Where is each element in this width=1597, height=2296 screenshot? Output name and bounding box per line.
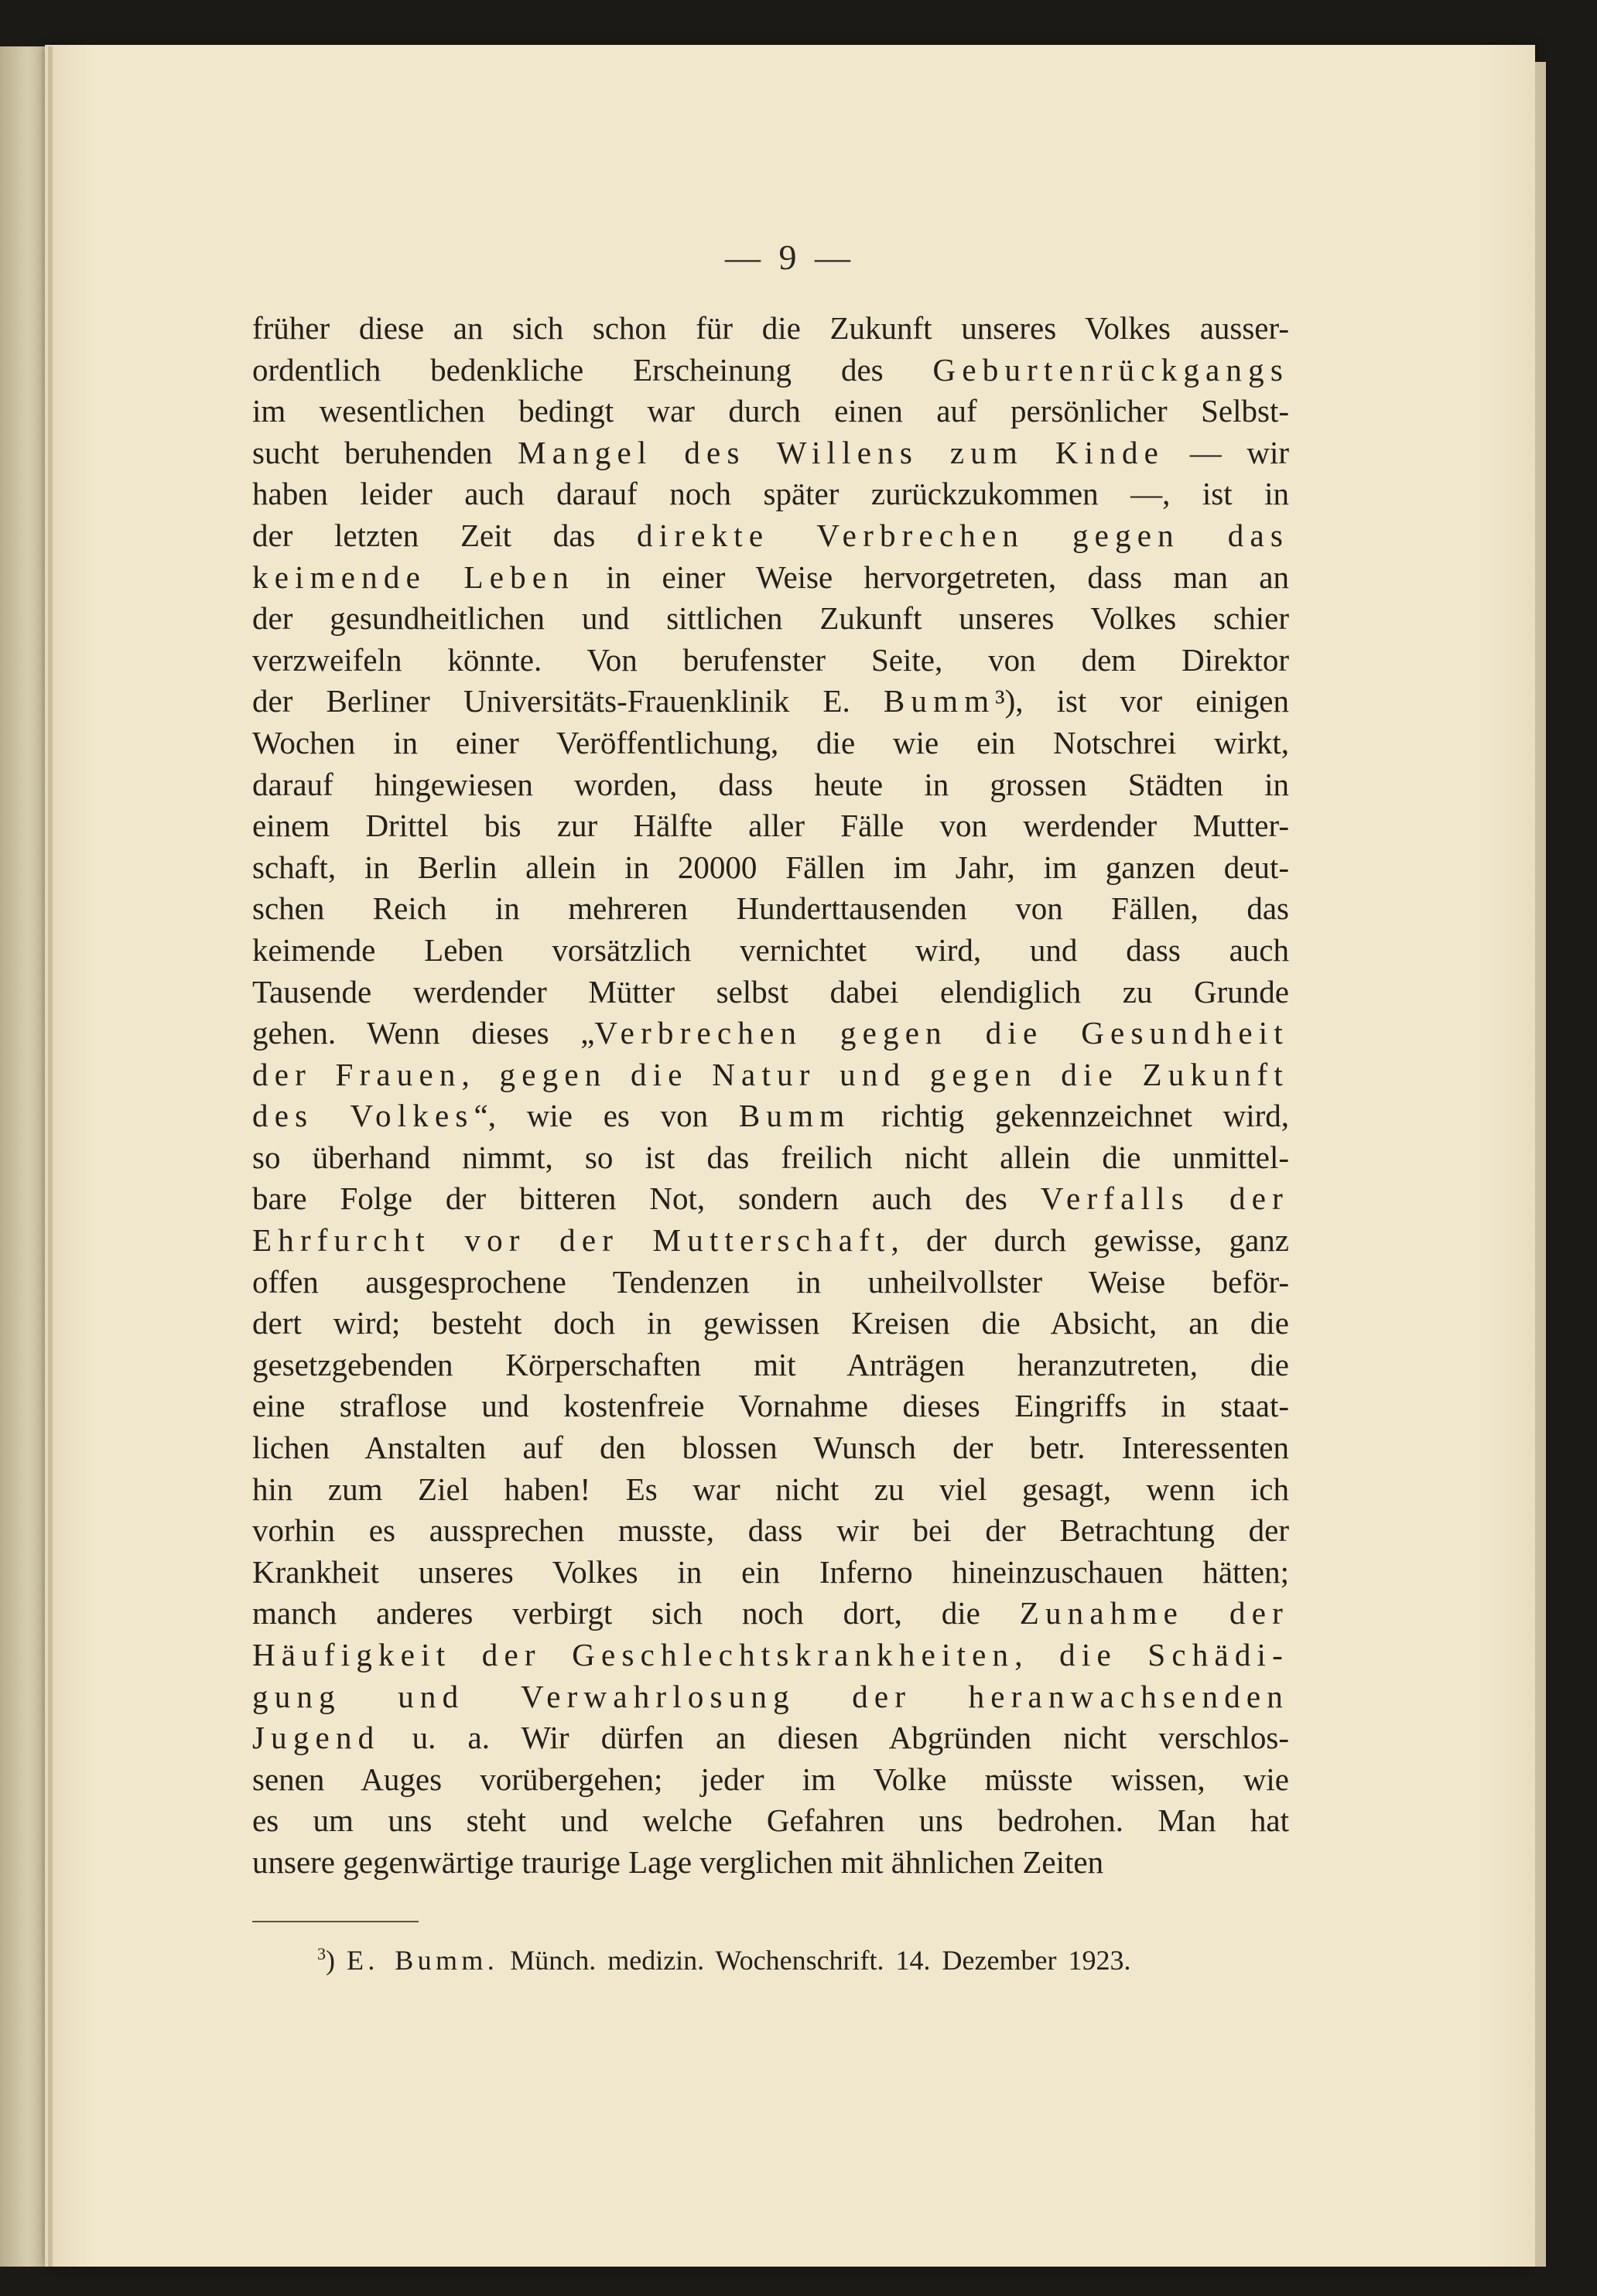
text-line [252,1635,1289,1676]
text-run: manch anderes verbirgt sich noch dort, die [252,1595,1020,1631]
spaced-emphasis: Zunahme der [1019,1595,1289,1631]
text-run: hin zum Ziel haben! Es war nicht zu viel gesagt, wenn ich [252,1471,1289,1507]
text-run: unsere gegenwärtige traurige Lage verglichen mit ähnlichen Zeiten [252,1843,1104,1880]
text-run: einem Drittel bis zur Hälfte aller Fälle von werdender Mutter- [252,808,1289,844]
text-run: keimende Leben vorsätzlich vernichtet wird, und dass auch [252,931,1289,968]
spaced-emphasis: Verbrechen gegen die Gesundheit [594,1015,1289,1051]
footnote-marker: 3 [317,1944,326,1963]
text-line [252,723,1289,764]
text-line [252,888,1289,930]
footnote-text: Münch. medizin. Wochenschrift. 14. Dezember 1923. [510,1945,1131,1976]
text-line [252,1054,1289,1096]
text-line [252,1759,1289,1801]
text-run: senen Auges vorübergehen; jeder im Volke müsste wissen, wie [252,1761,1289,1797]
text-run: ordentlich bedenkliche Erscheinung des [252,351,933,388]
page-edge-shadow [1535,62,1546,2267]
text-run: dert wird; besteht doch in gewissen Kreisen die Absicht, an die [252,1305,1289,1341]
text-run: bare Folge der bitteren Not, sondern auch des [252,1180,1041,1217]
text-line [252,1593,1289,1635]
text-run: ³), ist vor einigen [995,683,1289,719]
book-page [45,45,1535,2267]
footnote-rule [252,1921,419,1922]
text-run: eine straflose und kostenfreie Vornahme dieses Eingriffs in staat- [252,1388,1289,1424]
text-line [252,1427,1289,1469]
text-run: , der durch gewisse, ganz [891,1222,1289,1259]
text-line [252,805,1289,847]
text-line [252,930,1289,972]
text-line [252,473,1289,515]
spaced-emphasis: gung und Verwahrlosung der heranwachsenden [252,1678,1289,1714]
text-line [252,1137,1289,1179]
text-line [252,350,1289,391]
spaced-emphasis: Bumm [883,683,996,719]
text-run: lichen Anstalten auf den blossen Wunsch der betr. Interessenten [252,1430,1289,1466]
text-line [252,432,1289,474]
text-run: schaft, in Berlin allein in 20000 Fällen im Jahr, im ganzen deut- [252,849,1289,885]
text-line [252,557,1289,599]
text-line [252,1552,1289,1594]
text-run: verzweifeln könnte. Von berufenster Seite, von dem Direktor [252,641,1289,678]
text-line [252,764,1289,806]
text-line [252,515,1289,557]
text-line [252,1385,1289,1427]
text-run: es um uns steht und welche Gefahren uns bedrohen. Man hat [252,1802,1289,1839]
text-run: früher diese an sich schon für die Zukunft unseres Volkes ausser- [252,310,1289,346]
text-run: vorhin es aussprechen musste, dass wir bei der Betrachtung der [252,1512,1289,1549]
footnote: $^3$) E. Bumm. Münch. medizin. Wochenschrift. 14. Dezember 1923. [317,1944,1131,1976]
text-run: Tausende werdender Mütter selbst dabei elendiglich zu Grunde [252,973,1289,1010]
spaced-emphasis: Bumm [738,1098,851,1134]
spaced-emphasis: Geburtenrückgangs [932,351,1289,388]
text-run: offen ausgesprochene Tendenzen in unheilvollster Weise beför- [252,1263,1289,1300]
text-line [252,640,1289,682]
page-number: — 9 — [725,237,855,277]
text-run: haben leider auch darauf noch später zurückzukommen —, ist in [252,476,1289,512]
facing-page-edge [0,46,45,2267]
text-run: der letzten Zeit das [252,517,638,553]
text-line [252,1676,1289,1718]
spaced-emphasis: keimende Leben [252,559,575,595]
text-run: Wochen in einer Veröffentlichung, die wie ein Notschrei wirkt, [252,724,1289,760]
text-run: der Berliner Universitäts-Frauenklinik E. [252,683,884,719]
text-line [252,1220,1289,1262]
text-run: “, wie es von [474,1098,739,1134]
text-line [252,972,1289,1013]
body-text [252,308,1289,1884]
text-line [252,1800,1289,1842]
text-line [252,1344,1289,1386]
text-run: — wir [1164,434,1289,470]
text-line [252,391,1289,432]
page-fold [48,46,53,2267]
text-run: gehen. Wenn dieses „ [252,1015,595,1051]
text-line [252,308,1289,350]
text-line [252,1469,1289,1511]
spaced-emphasis: direkte Verbrechen gegen das [637,517,1289,553]
spaced-emphasis: Häufigkeit der Geschlechtskrankheiten, die Schädi- [252,1637,1289,1672]
text-line [252,847,1289,889]
text-run: in einer Weise hervorgetreten, dass man an [574,559,1289,595]
text-run: im wesentlichen bedingt war durch einen auf persönlicher Selbst- [252,393,1289,429]
text-run: gesetzgebenden Körperschaften mit Anträgen heranzutreten, die [252,1346,1289,1382]
spaced-emphasis: der Frauen, gegen die Natur und gegen die Zukunft [252,1056,1289,1092]
text-line [252,1262,1289,1303]
text-line [252,1095,1289,1137]
text-line [252,1717,1289,1759]
text-line [252,1013,1289,1054]
spaced-emphasis: des Volkes [252,1098,474,1134]
text-line [252,681,1289,723]
text-line [252,598,1289,640]
text-run: richtig gekennzeichnet wird, [850,1098,1289,1134]
text-line [252,1510,1289,1552]
spaced-emphasis: Mangel des Willens zum Kinde [518,434,1165,470]
text-line [252,1303,1289,1344]
text-line [252,1178,1289,1220]
text-run: so überhand nimmt, so ist das freilich nicht allein die unmittel- [252,1139,1289,1175]
footnote-author: E. Bumm. [347,1945,499,1976]
spaced-emphasis: Ehrfurcht vor der Mutterschaft [252,1222,891,1259]
text-line [252,1842,1289,1884]
spaced-emphasis: Verfalls der [1040,1180,1289,1217]
spaced-emphasis: Jugend [252,1720,381,1756]
text-run: Krankheit unseres Volkes in ein Inferno hineinzuschauen hätten; [252,1553,1289,1590]
text-run: darauf hingewiesen worden, dass heute in grossen Städten in [252,766,1289,802]
text-run: sucht beruhenden [252,434,518,470]
text-run: der gesundheitlichen und sittlichen Zukunft unseres Volkes schier [252,600,1289,637]
text-run: u. a. Wir dürfen an diesen Abgründen nicht verschlos- [380,1720,1289,1756]
text-run: schen Reich in mehreren Hunderttausenden von Fällen, das [252,890,1289,927]
